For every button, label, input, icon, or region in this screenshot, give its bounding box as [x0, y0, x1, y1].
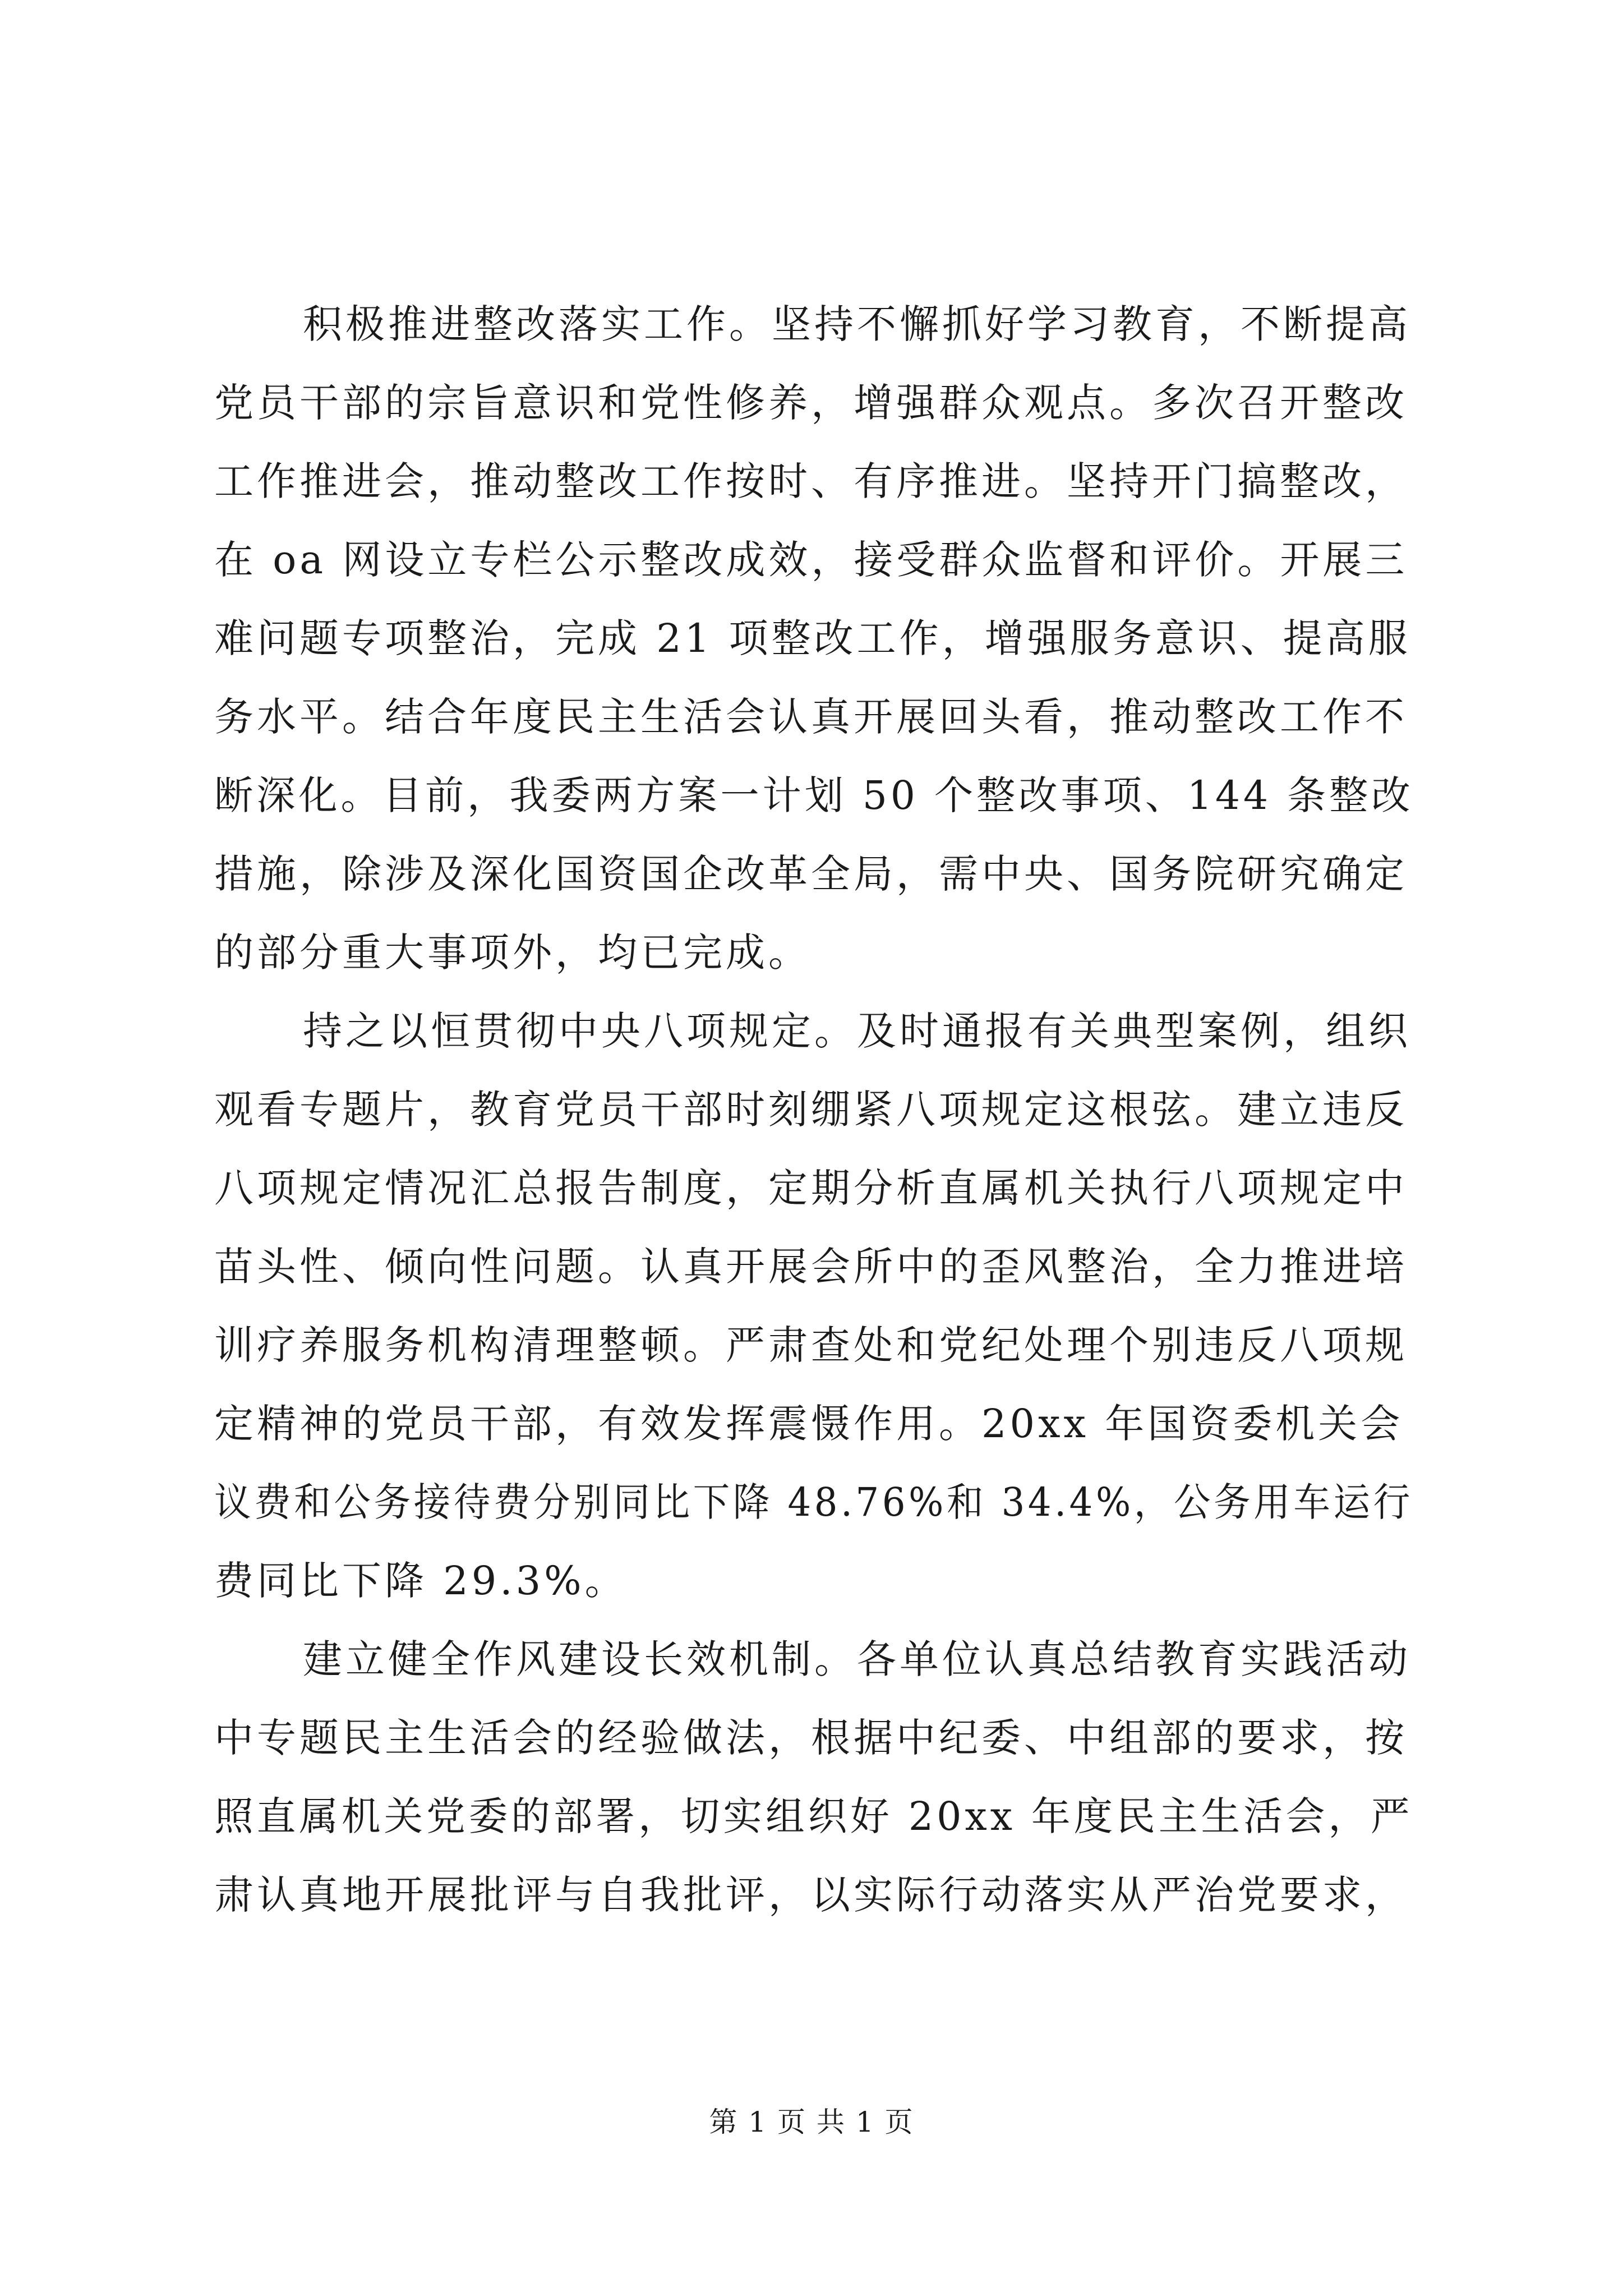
paragraph-3-line-4: 肃认真地开展批评与自我批评，以实际行动落实从严治党要求，: [214, 1872, 1408, 1918]
paragraph-1-line-1: 积极推进整改落实工作。坚持不懈抓好学习教育，不断提高: [303, 301, 1411, 347]
paragraph-1-line-9: 的部分重大事项外，均已完成。: [214, 930, 811, 976]
paragraph-1-line-2: 党员干部的宗旨意识和党性修养，增强群众观点。多次召开整改: [214, 380, 1408, 426]
paragraph-2-line-1: 持之以恒贯彻中央八项规定。及时通报有关典型案例，组织: [303, 1008, 1411, 1054]
paragraph-2-line-4: 苗头性、倾向性问题。认真开展会所中的歪风整治，全力推进培: [214, 1244, 1408, 1290]
paragraph-2-line-6: 定精神的党员干部，有效发挥震慑作用。20xx 年国资委机关会: [214, 1401, 1404, 1447]
paragraph-2-line-7: 议费和公务接待费分别同比下降 48.76%和 34.4%，公务用车运行: [214, 1479, 1413, 1525]
paragraph-1-line-5: 难问题专项整治，完成 21 项整改工作，增强服务意识、提高服: [214, 615, 1411, 661]
paragraph-2-line-2: 观看专题片，教育党员干部时刻绷紧八项规定这根弦。建立违反: [214, 1087, 1408, 1133]
paragraph-1-line-8: 措施，除涉及深化国资国企改革全局，需中央、国务院研究确定: [214, 851, 1408, 897]
paragraph-3-line-2: 中专题民主生活会的经验做法，根据中纪委、中组部的要求，按: [214, 1715, 1408, 1761]
paragraph-2-line-8: 费同比下降 29.3%。: [214, 1558, 628, 1604]
page-footer: 第 1 页 共 1 页: [709, 2106, 914, 2138]
paragraph-2-line-3: 八项规定情况汇总报告制度，定期分析直属机关执行八项规定中: [214, 1165, 1408, 1211]
paragraph-3-line-1: 建立健全作风建设长效机制。各单位认真总结教育实践活动: [303, 1636, 1411, 1682]
paragraph-2-line-5: 训疗养服务机构清理整顿。严肃查处和党纪处理个别违反八项规: [214, 1322, 1408, 1368]
paragraph-1-line-3: 工作推进会，推动整改工作按时、有序推进。坚持开门搞整改，: [214, 458, 1408, 504]
paragraph-3-line-3: 照直属机关党委的部署，切实组织好 20xx 年度民主生活会，严: [214, 1793, 1413, 1839]
paragraph-1-line-7: 断深化。目前，我委两方案一计划 50 个整改事项、144 条整改: [214, 772, 1414, 818]
paragraph-1-line-6: 务水平。结合年度民主生活会认真开展回头看，推动整改工作不: [214, 694, 1408, 740]
paragraph-1-line-4: 在 oa 网设立专栏公示整改成效，接受群众监督和评价。开展三: [214, 537, 1408, 583]
